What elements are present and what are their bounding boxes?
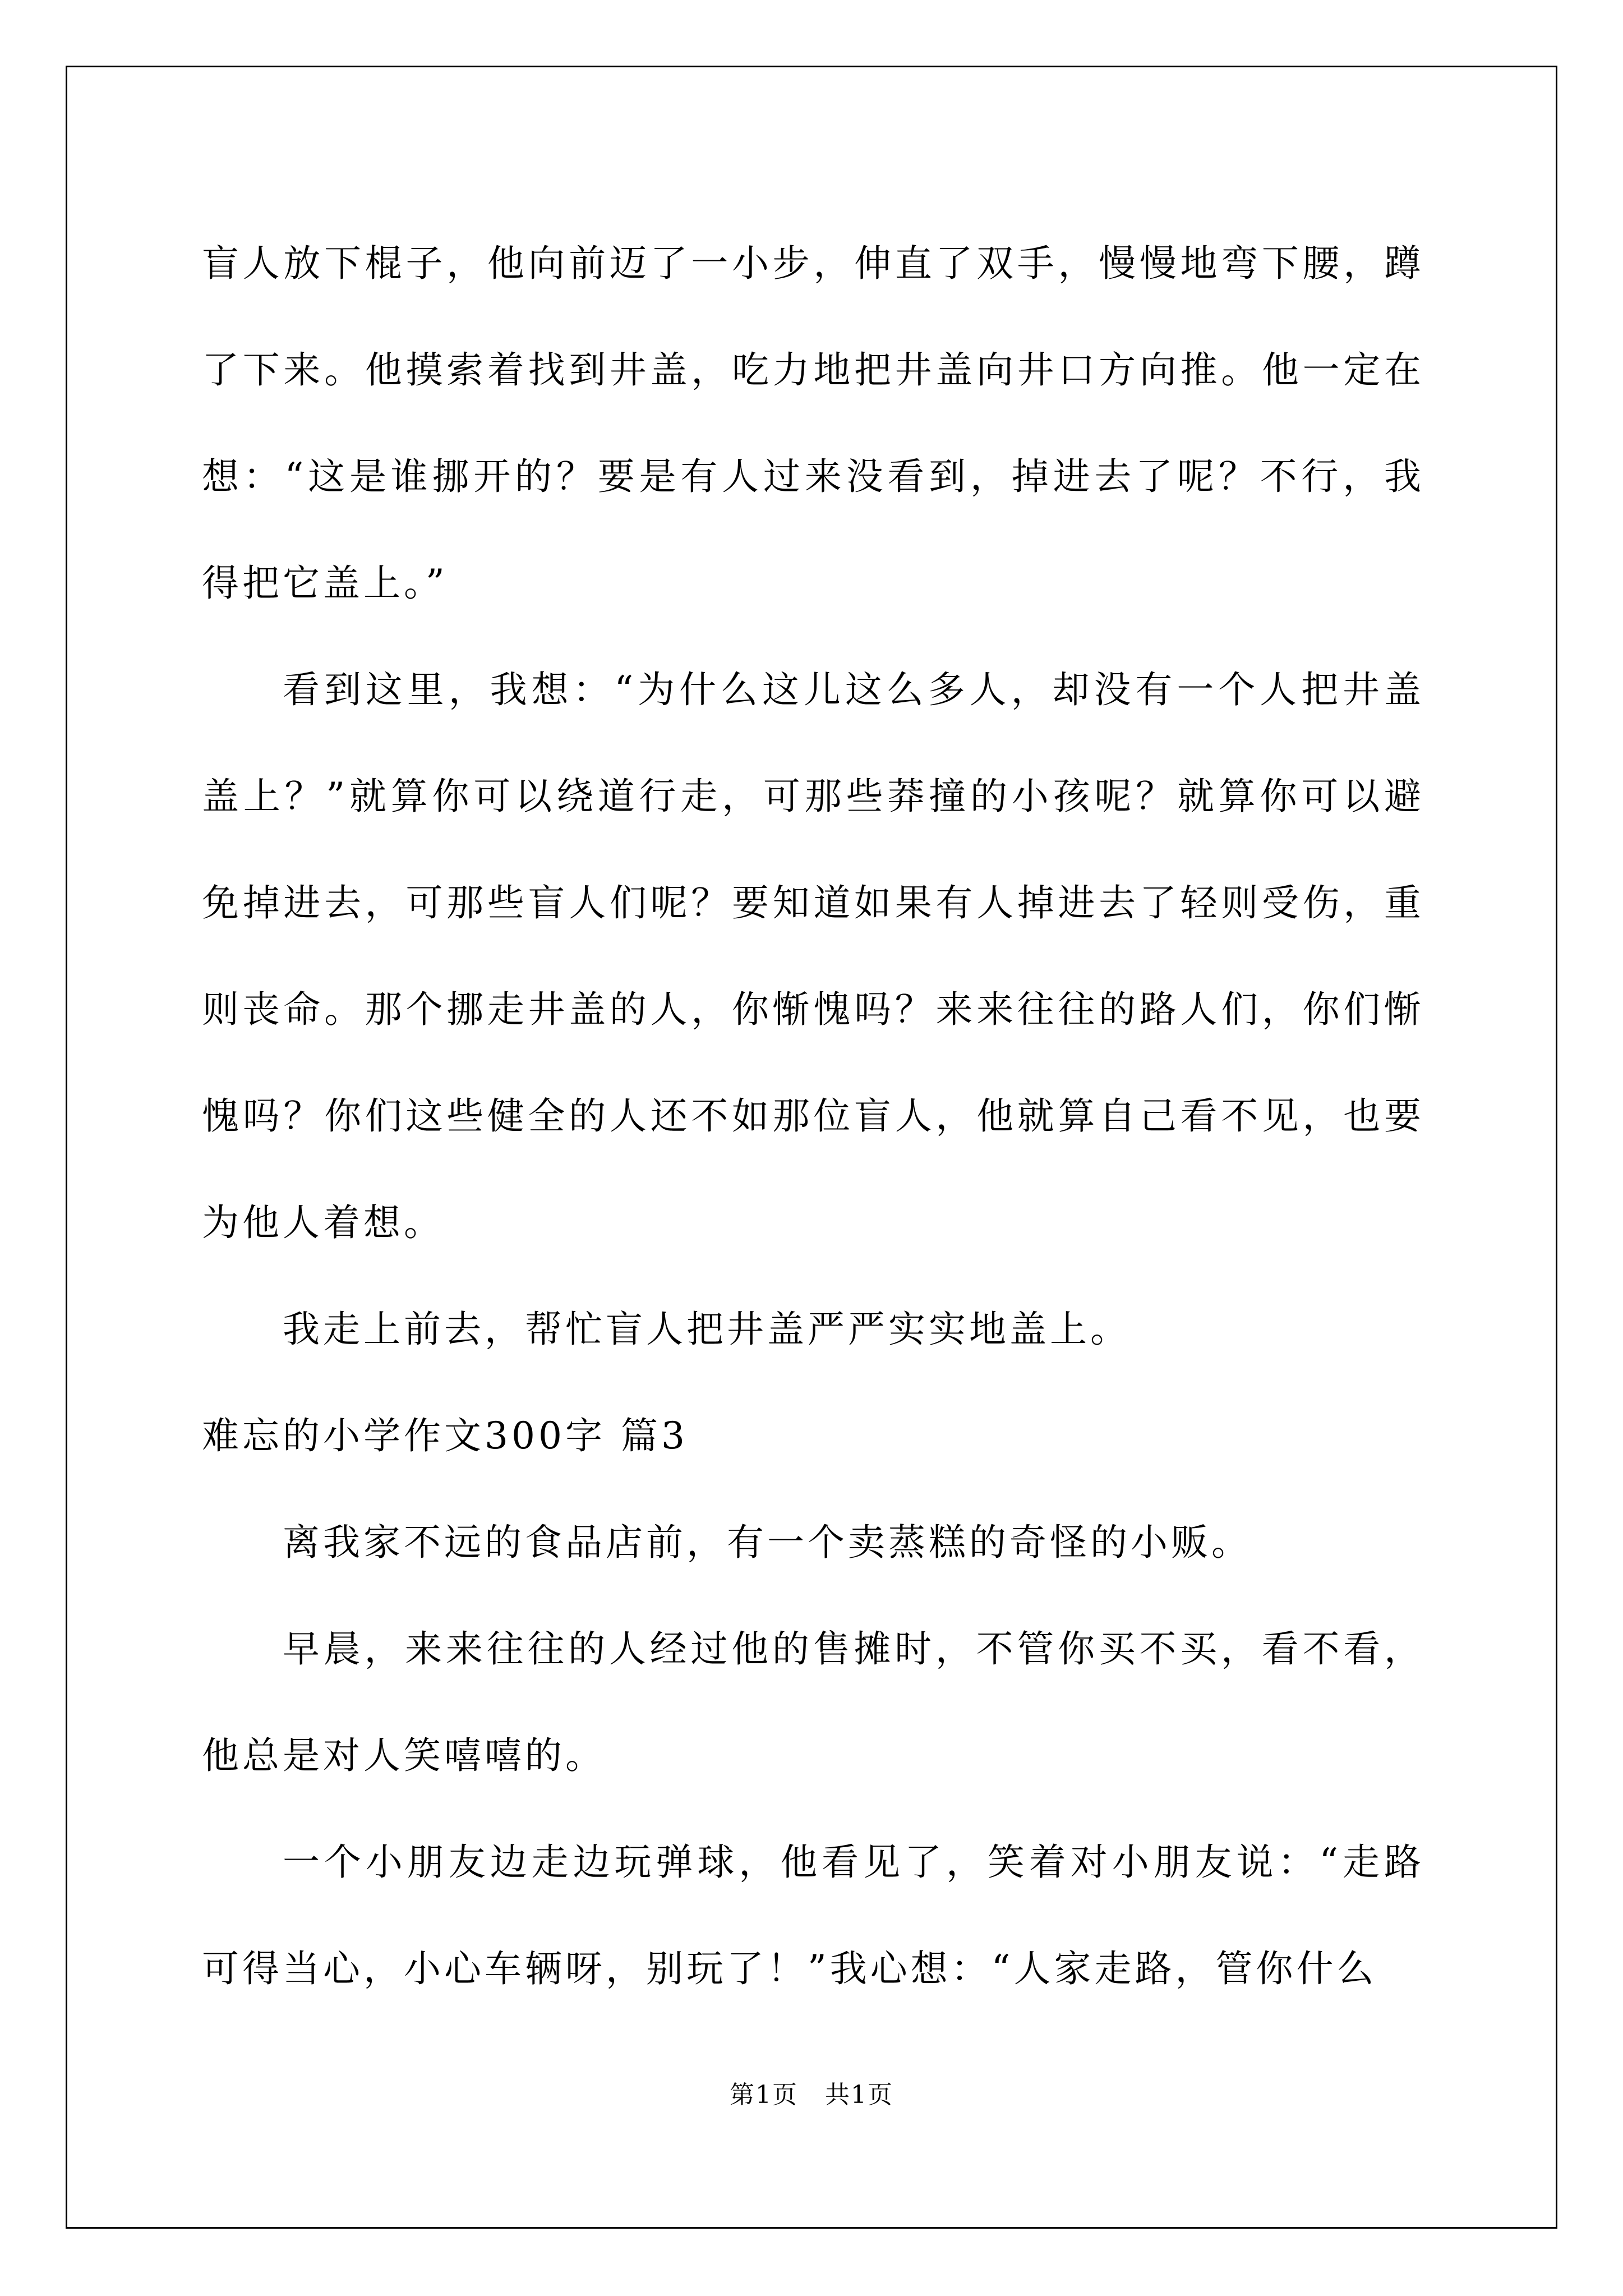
document-body — [202, 210, 1424, 2022]
paragraph-4: 离我家不远的食品店前，有一个卖蒸糕的奇怪的小贩。 — [283, 1521, 1252, 1564]
section-heading: 难忘的小学作文300字 篇3 — [202, 1414, 688, 1457]
paragraph-1: 盲人放下棍子，他向前迈了一小步，伸直了双手，慢慢地弯下腰，蹲了下来。他摸索着找到井盖，吃力地把井盖向井口方向推。他一定在想：“这是谁挪开的？要是有人过来没看到，掉进去了呢？不行，我得把它盖上。” — [202, 242, 1424, 605]
page-number: 第1页 — [730, 2081, 798, 2109]
page-footer — [0, 2078, 1623, 2112]
page-total: 共1页 — [825, 2081, 893, 2109]
paragraph-6: 一个小朋友边走边玩弹球，他看见了，笑着对小朋友说：“走路可得当心，小心车辆呀，别玩了！”我心想：“人家走路，管你什么 — [202, 1841, 1424, 1990]
paragraph-3: 我走上前去，帮忙盲人把井盖严严实实地盖上。 — [283, 1308, 1131, 1351]
paragraph-5: 早晨，来来往往的人经过他的售摊时，不管你买不买，看不看，他总是对人笑嘻嘻的。 — [202, 1627, 1424, 1777]
paragraph-2: 看到这里，我想：“为什么这儿这么多人，却没有一个人把井盖盖上？”就算你可以绕道行走，可那些莽撞的小孩呢？就算你可以避免掉进去，可那些盲人们呢？要知道如果有人掉进去了轻则受伤，重则丧命。那个挪走井盖的人，你惭愧吗？来来往往的路人们，你们惭愧吗？你们这些健全的人还不如那位盲人，他就算自己看不见，也要为他人着想。 — [202, 668, 1424, 1244]
